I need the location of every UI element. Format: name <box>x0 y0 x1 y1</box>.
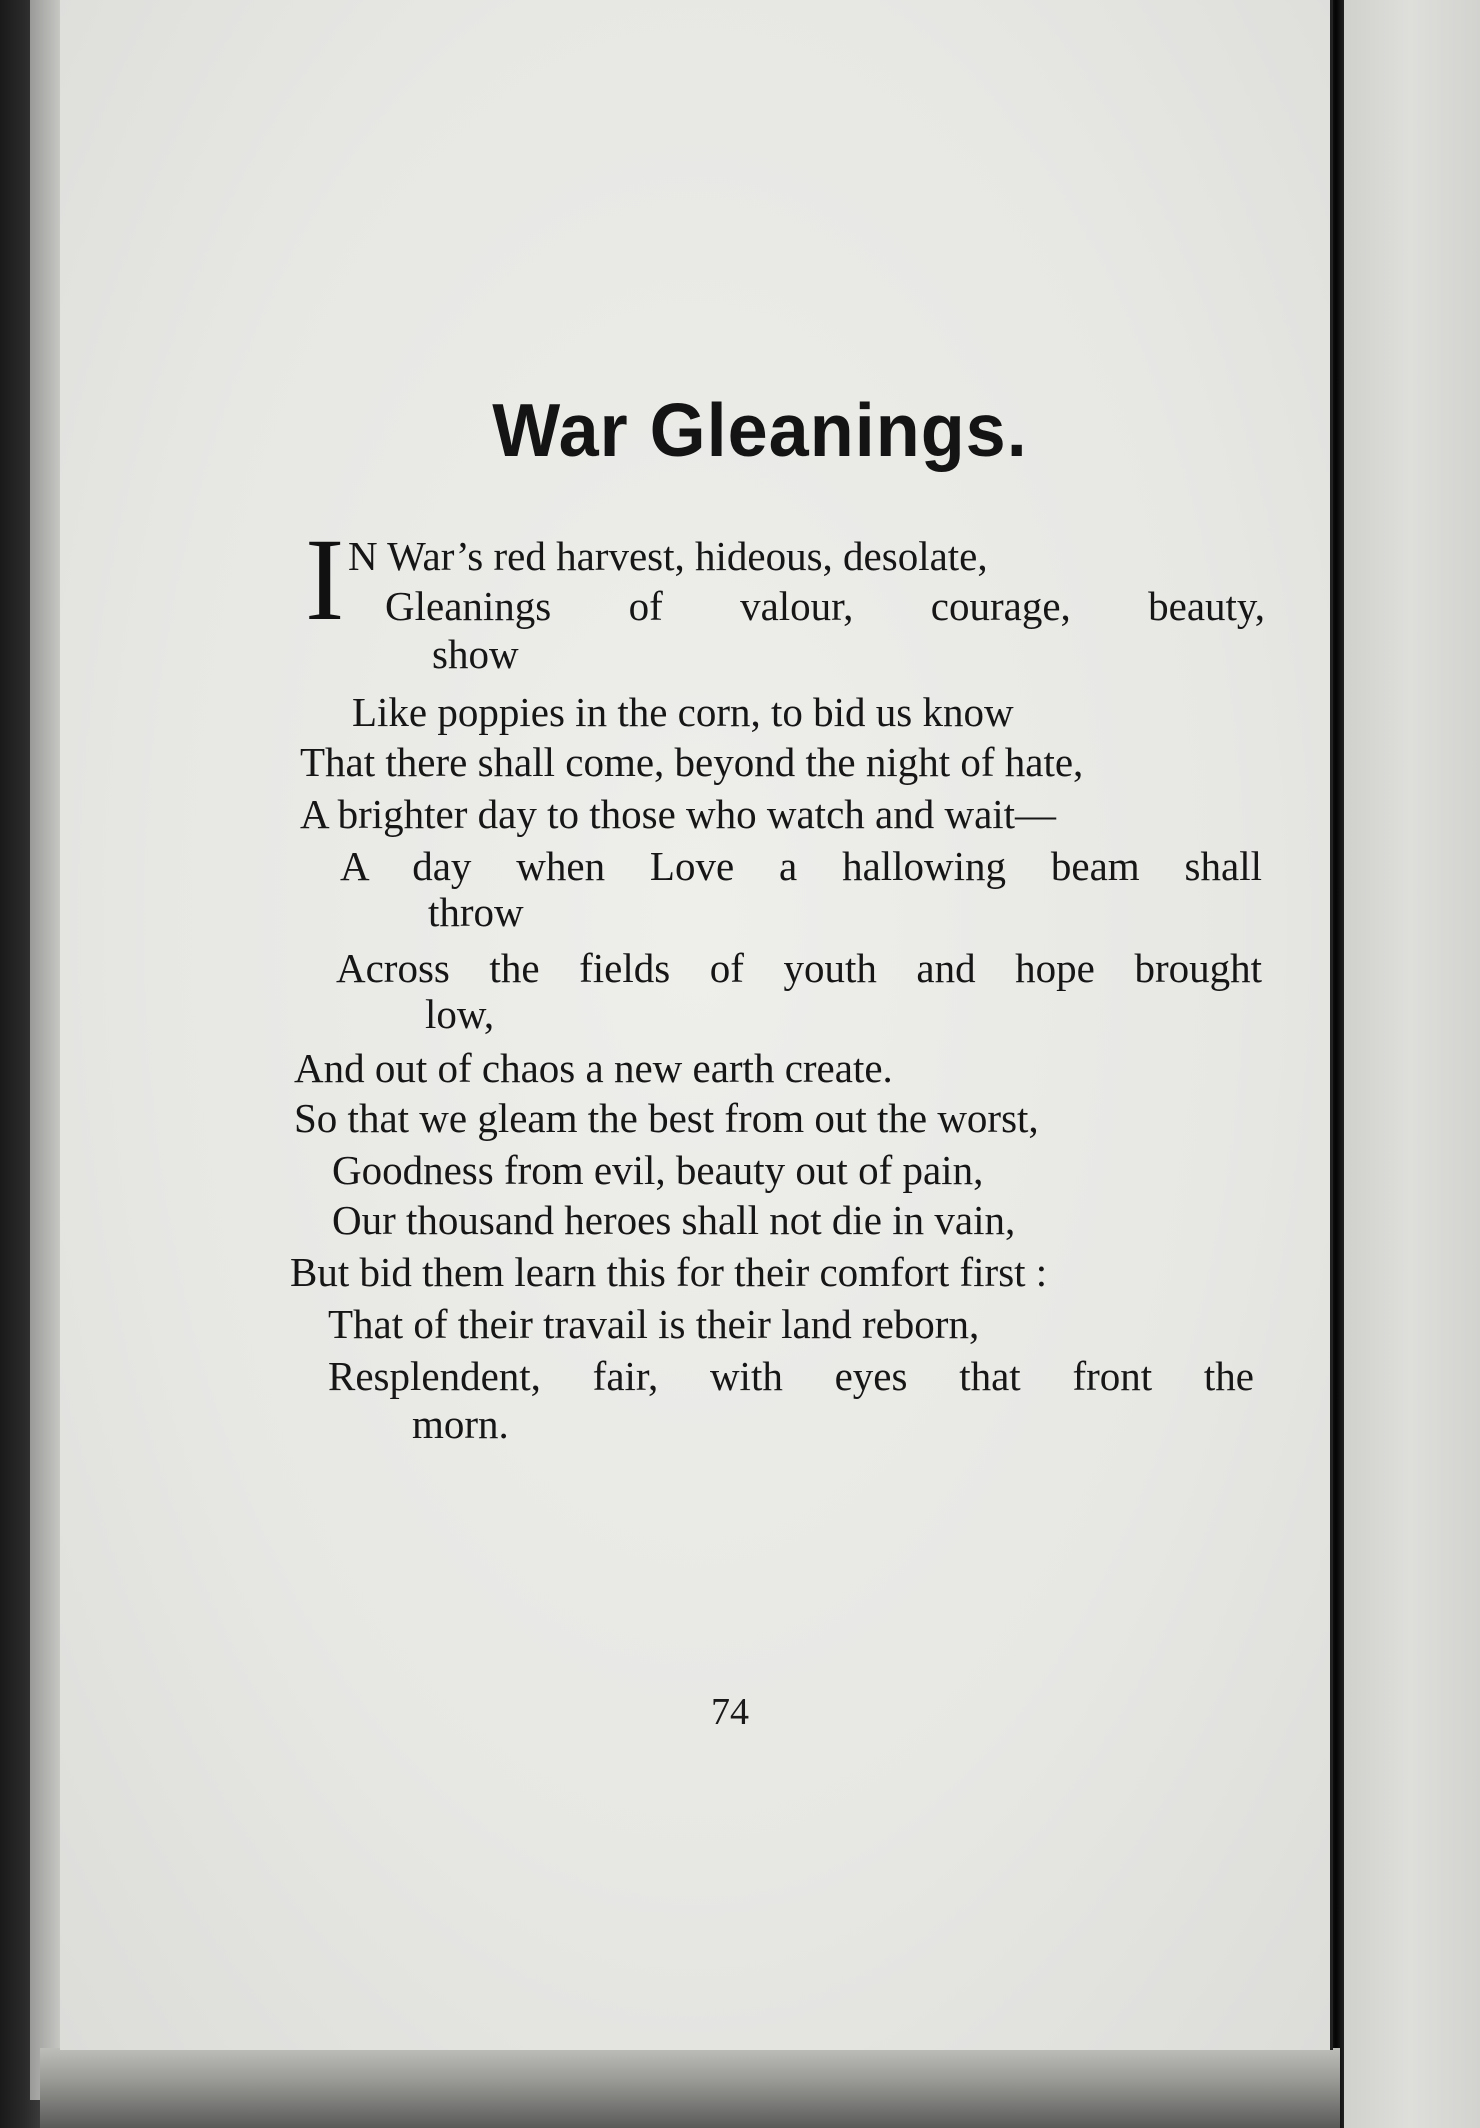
poem-line: show <box>432 631 519 677</box>
poem-title: War Gleanings. <box>492 389 1028 473</box>
facing-page-edge <box>1340 0 1480 2128</box>
poem-line: So that we gleam the best from out the worst, <box>294 1095 1039 1141</box>
poem-line: morn. <box>412 1401 509 1447</box>
poem-line: Like poppies in the corn, to bid us know <box>352 689 1014 735</box>
bottom-edge <box>40 2048 1340 2128</box>
poem-line: That of their travail is their land reborn, <box>328 1301 980 1347</box>
poem-line: Goodness from evil, beauty out of pain, <box>332 1147 984 1193</box>
poem-line: A brighter day to those who watch and wait— <box>300 791 1057 837</box>
poem-line: Resplendent, fair, with eyes that front the <box>328 1353 1254 1399</box>
page-number: 74 <box>711 1691 749 1733</box>
drop-cap: I <box>305 514 345 645</box>
poem-line: throw <box>428 889 524 935</box>
poem-line: N War’s red harvest, hideous, desolate, <box>348 533 988 579</box>
poem-line: But bid them learn this for their comfort first : <box>290 1249 1048 1295</box>
poem-line: Gleanings of valour, courage, beauty, <box>385 583 1265 629</box>
poem-line: That there shall come, beyond the night of hate, <box>300 739 1084 785</box>
poem-line: And out of chaos a new earth create. <box>294 1045 893 1091</box>
poem-line: Our thousand heroes shall not die in vain, <box>332 1197 1016 1243</box>
poem-line: Across the fields of youth and hope brought <box>336 945 1262 991</box>
poem-line: A day when Love a hallowing beam shall <box>340 843 1262 889</box>
page <box>60 0 1333 2050</box>
poem-line: low, <box>425 991 495 1037</box>
poem-body <box>60 0 1330 1600</box>
